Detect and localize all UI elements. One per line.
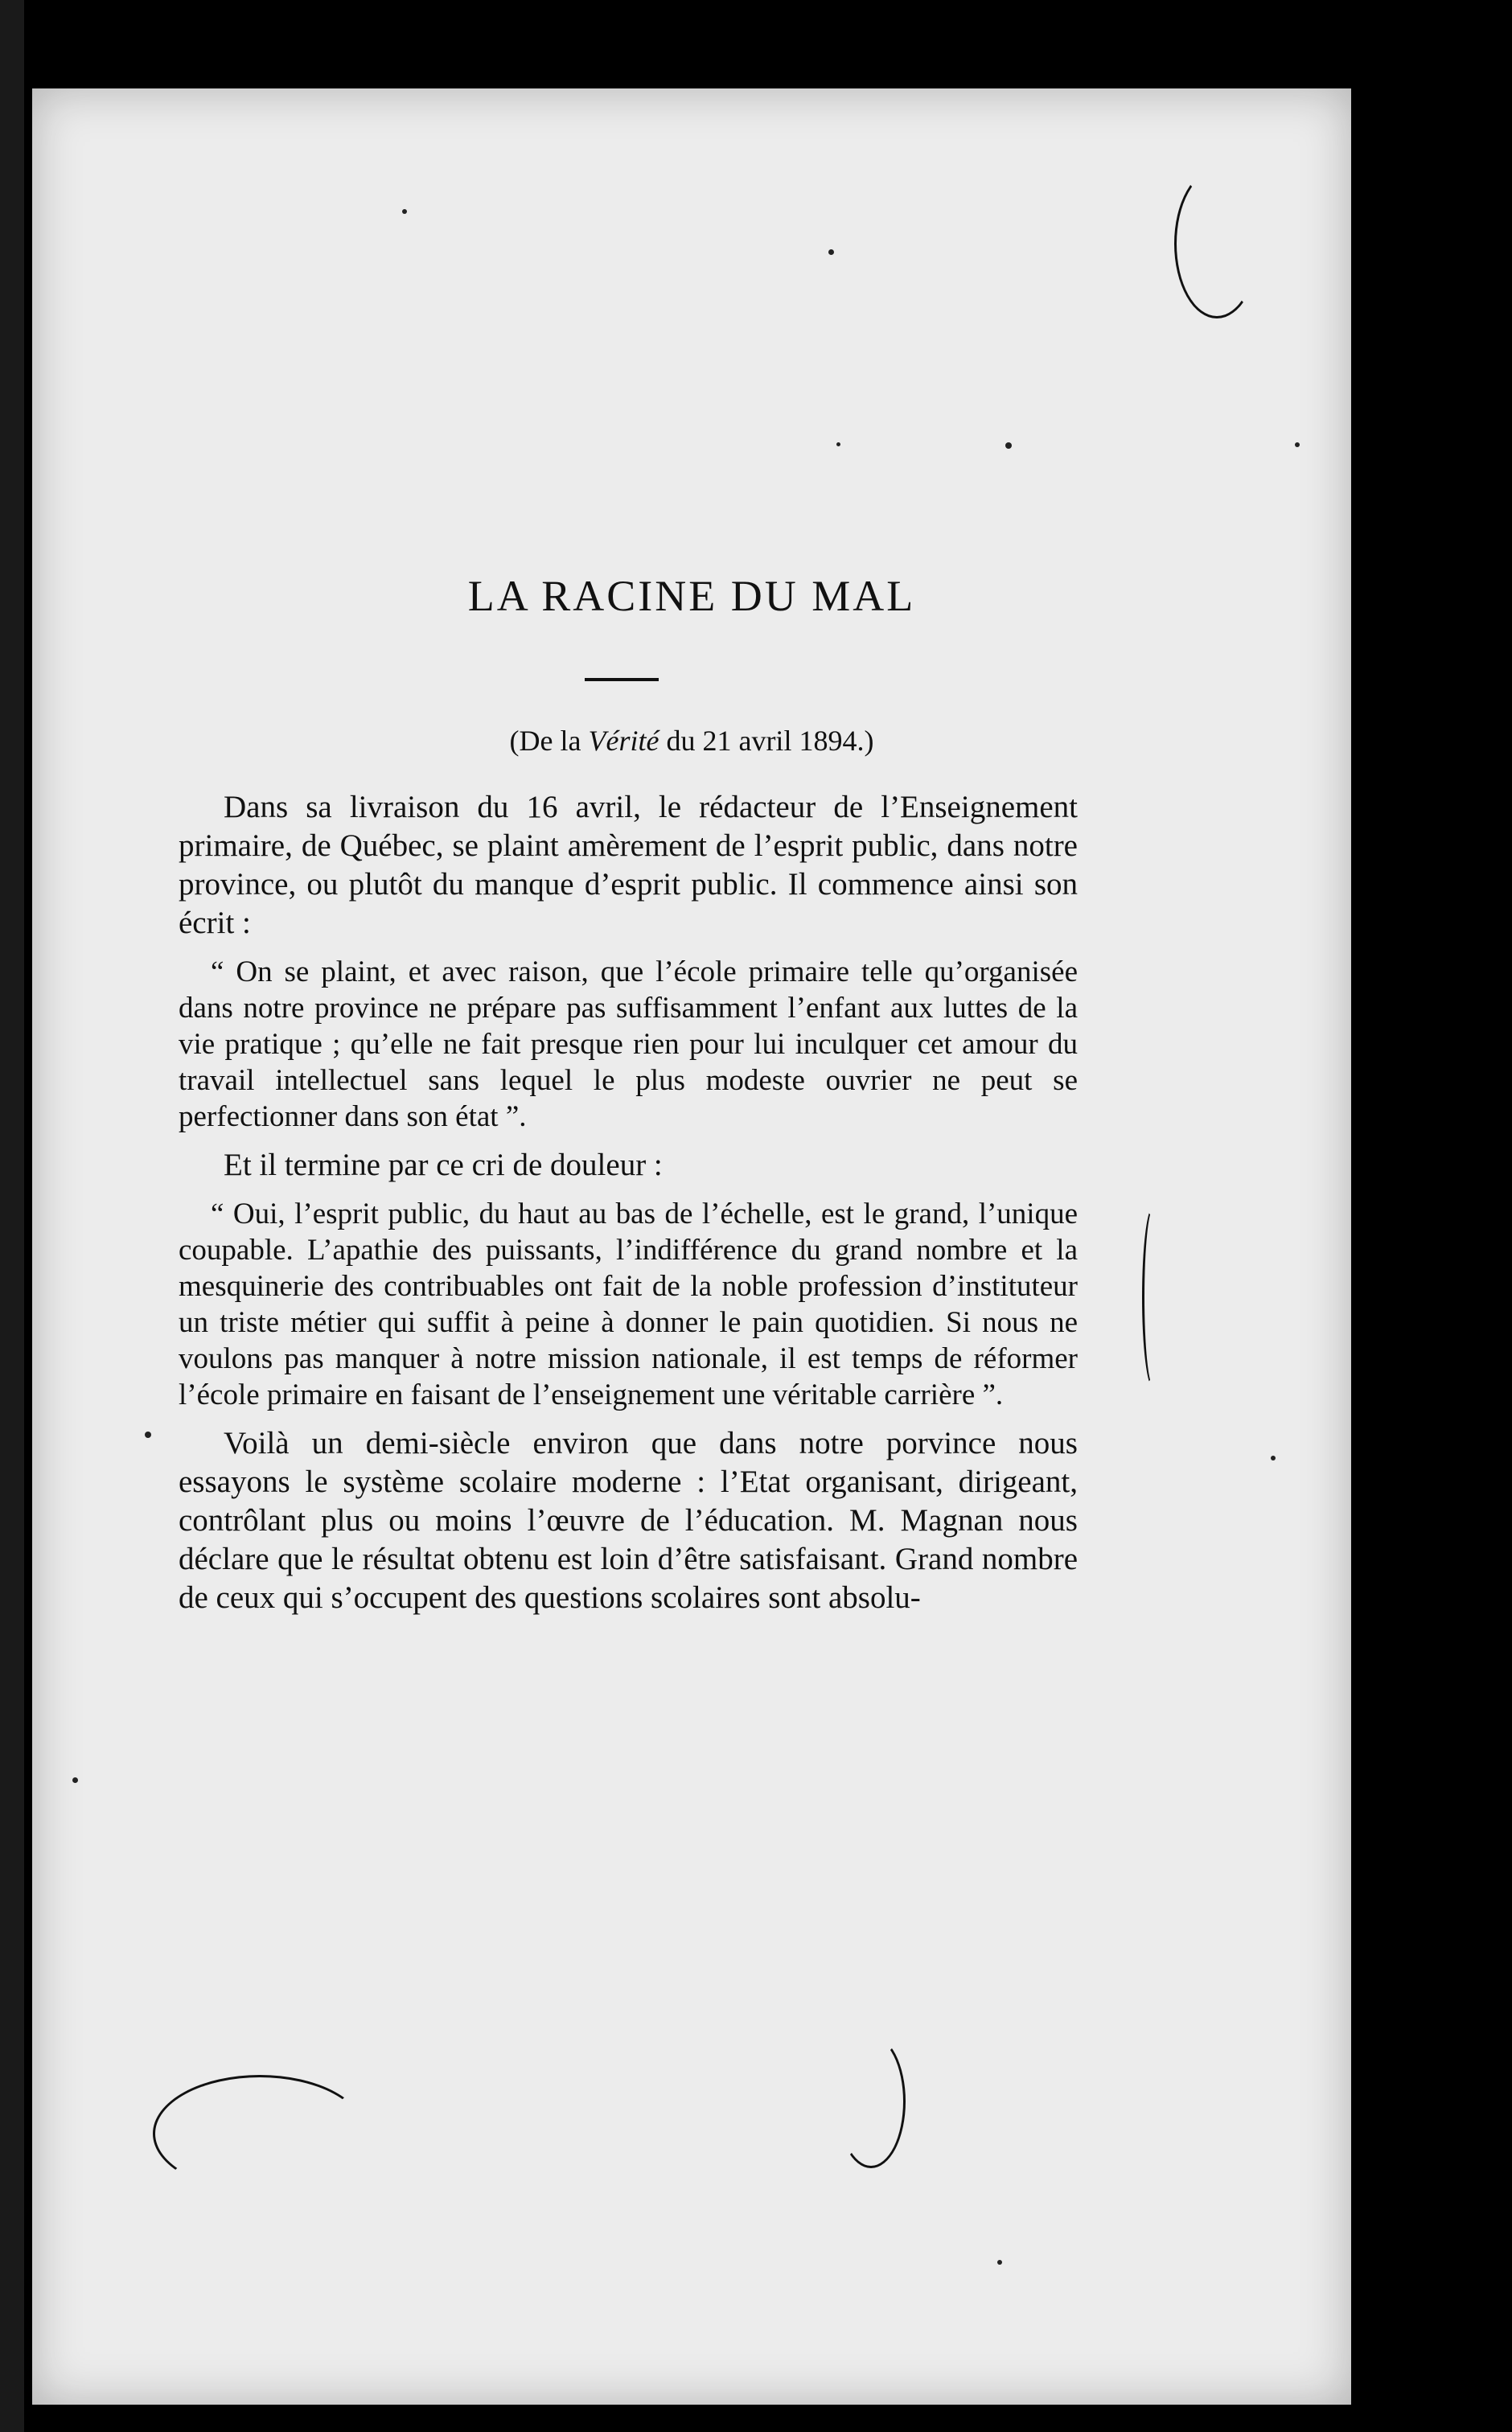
- source-prefix: (De la: [509, 725, 589, 757]
- scan-border: [0, 0, 24, 2432]
- paragraph-1: Dans sa livraison du 16 avril, le rédacteur de l’Enseignement primaire, de Québec, se plaint amèrement de l’esprit public, dans notre province, ou plutôt du manque d’esprit public. Il commence ainsi son écrit :: [179, 790, 1078, 940]
- scan-speck: [1295, 442, 1300, 447]
- scan-scratch: [1142, 1206, 1165, 1388]
- scan-speck: [402, 209, 407, 214]
- scan-speck: [1005, 442, 1012, 449]
- source-journal: Vérité: [588, 725, 659, 757]
- paragraph-2: Et il termine par ce cri de douleur :: [224, 1148, 663, 1182]
- paragraph-3: Voilà un demi-siècle environ que dans notre porvince nous essayons le système scolaire moderne : l’Etat organisant, dirigeant, contrôlant plus ou moins l’œuvre de l’éducation. M. Magnan nous déclare que le résultat obtenu est loin d’être satisfaisant. Grand nombre de ceux qui s’occupent des questions scolaires sont absolu-: [179, 1426, 1078, 1615]
- title-divider: [585, 678, 659, 681]
- article-body: [179, 788, 1078, 1617]
- scan-scratch: [1174, 169, 1259, 318]
- scan-speck: [1271, 1456, 1276, 1460]
- scan-speck: [145, 1432, 151, 1438]
- source-line: [32, 724, 1351, 758]
- document-page: [32, 88, 1351, 2405]
- scan-speck: [997, 2260, 1002, 2265]
- quote-2: “ Oui, l’esprit public, du haut au bas de l’échelle, est le grand, l’unique coupable. L’apathie des puissants, l’indifférence du grand nombre et la mesquinerie des contribuables ont fait de la noble profession d’instituteur un triste métier qui suffit à peine à donner le pain quotidien. Si nous ne voulons pas manquer à notre mission nationale, il est temps de réformer l’école primaire en faisant de l’enseignement une véritable carrière ”.: [179, 1198, 1078, 1411]
- source-suffix: du 21 avril 1894.): [659, 725, 874, 757]
- scan-speck: [72, 1777, 78, 1783]
- quote-1: “ On se plaint, et avec raison, que l’école primaire telle qu’organisée dans notre province ne prépare pas suffisamment l’enfant aux luttes de la vie pratique ; qu’elle ne fait presque rien pour lui inculquer cet amour du travail intellectuel sans lequel le plus modeste ouvrier ne peut se perfectionner dans son état ”.: [179, 955, 1078, 1133]
- scan-speck: [836, 442, 840, 446]
- scan-scratch: [153, 2075, 367, 2192]
- scan-speck: [828, 249, 834, 255]
- scan-scratch: [836, 2035, 906, 2168]
- page-title: LA RACINE DU MAL: [467, 572, 916, 620]
